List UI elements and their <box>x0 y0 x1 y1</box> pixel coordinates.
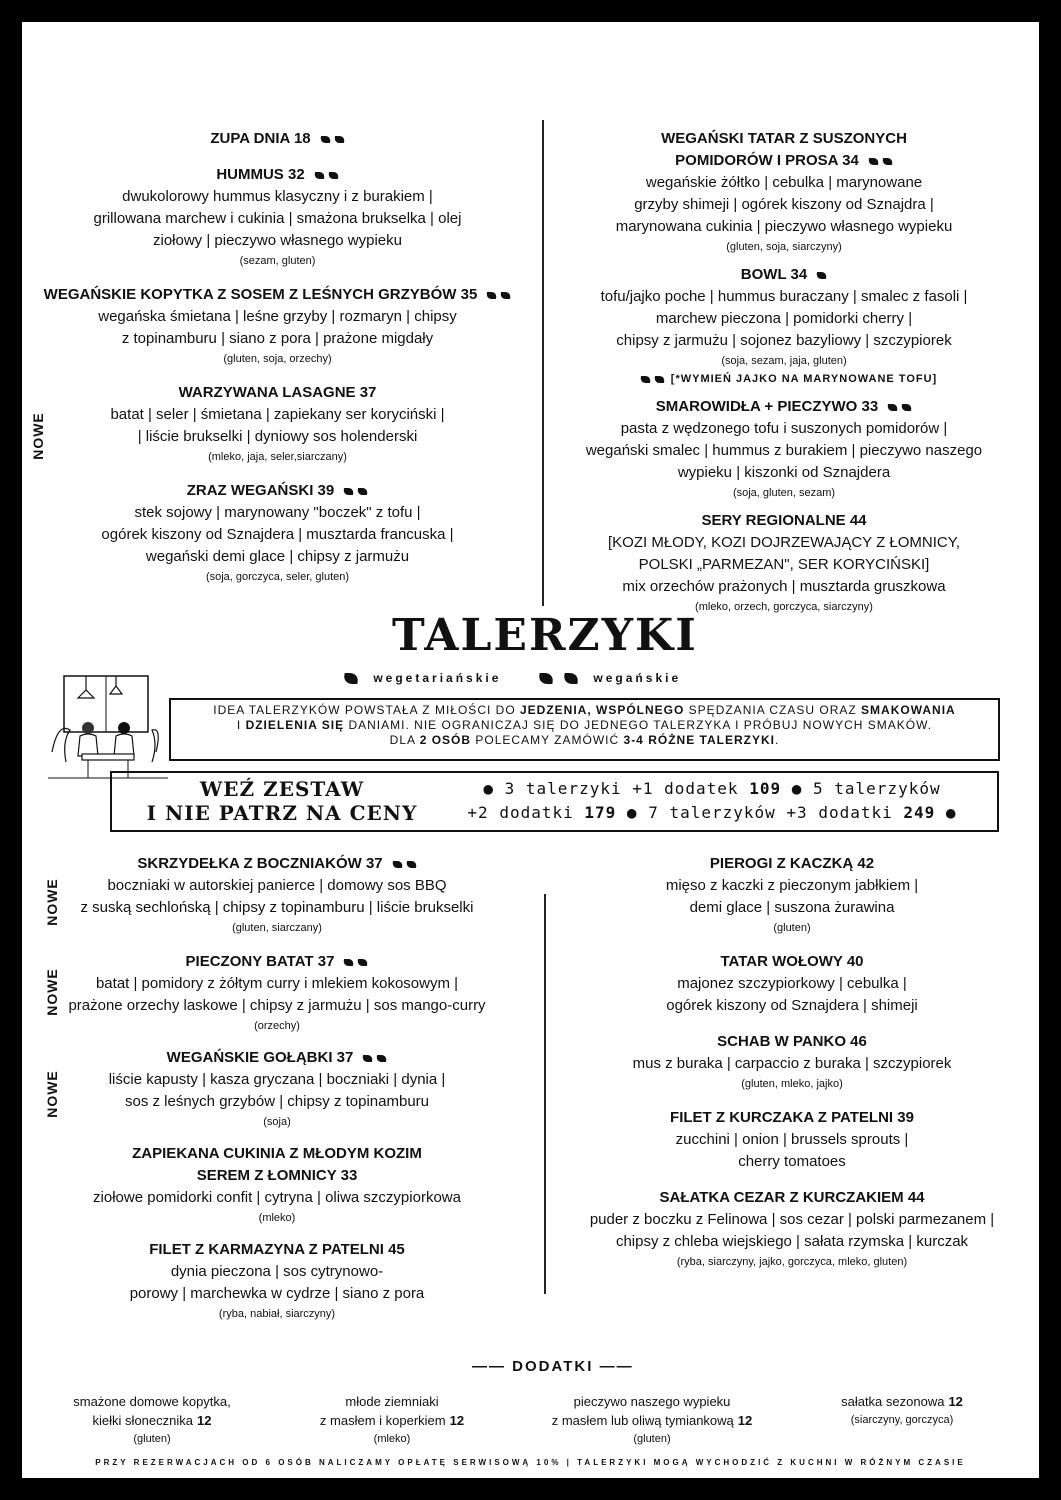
item-description: marynowana cukinia | pieczywo własnego wypieku <box>615 218 953 235</box>
item-description: mus z buraka | carpaccio z buraka | szczypiorek <box>632 1055 952 1072</box>
lower-right-column <box>562 853 1022 1271</box>
menu-item <box>40 164 515 270</box>
item-title <box>562 1031 1022 1053</box>
item-description: chipsy z jarmużu | sojonez bazyliowy | szczypiorek <box>616 332 952 349</box>
item-title-text: PIECZONY BATAT 37 <box>185 953 335 970</box>
item-description: grzyby shimeji | ogórek kiszony od Sznajdra | <box>634 196 934 213</box>
side-allergens: (siarczyny, gorczyca) <box>850 1414 954 1426</box>
item-title <box>562 951 1022 973</box>
item-description: wypieku | kiszonki od Sznajdera <box>677 464 891 481</box>
leaf-icon <box>499 292 512 299</box>
item-title-text: SCHAB W PANKO 46 <box>717 1033 867 1050</box>
item-title-text: SERY REGIONALNE 44 <box>701 512 867 529</box>
nowe-label-2: NOWE <box>43 878 60 926</box>
item-description: [KOZI MŁODY, KOZI DOJRZEWAJĄCY Z ŁOMNICY, <box>607 534 960 551</box>
menu-item <box>564 264 1004 388</box>
item-description: tofu/jajko poche | hummus buraczany | smalec z fasoli | <box>600 288 968 305</box>
item-title <box>57 1239 497 1261</box>
item-title <box>40 284 515 306</box>
set-offer-title-line-1: WEŹ ZESTAW <box>199 777 365 801</box>
side-line-1 <box>52 1392 252 1411</box>
item-description: wegańska śmietana | leśne grzyby | rozmaryn | chipsy <box>98 308 457 325</box>
menu-item <box>562 1031 1022 1093</box>
item-title <box>57 1143 497 1165</box>
item-allergens: (mleko, jaja, seler,siarczany) <box>208 451 347 463</box>
side-name-2: z masłem lub oliwą tymiankową <box>551 1413 734 1428</box>
leaf-icon <box>867 158 880 165</box>
item-description: marchew pieczona | pomidorki cherry | <box>655 310 913 327</box>
item-title-text: ZRAZ WEGAŃSKI 39 <box>186 482 335 499</box>
set-offer-line-1: ● 3 talerzyki +1 dodatek 109 ● 5 talerzyków <box>483 779 941 798</box>
side-item <box>532 1392 772 1449</box>
item-description: ziołowe pomidorki confit | cytryna | oliwa szczypiorkowa <box>93 1189 461 1206</box>
item-title-text: WEGAŃSKI TATAR Z SUSZONYCH <box>661 130 907 147</box>
leaf-icon <box>536 673 556 684</box>
side-item <box>292 1392 492 1449</box>
leaf-icon <box>361 1055 374 1062</box>
set-offer-line-2: +2 dodatki 179 ● 7 talerzyków +3 dodatki 249 ● <box>467 803 957 822</box>
item-description: chipsy z chleba wiejskiego | sałata rzymska | kurczak <box>615 1233 969 1250</box>
leaf-icon <box>356 959 369 966</box>
item-title <box>564 128 1004 150</box>
item-description: wegański smalec | hummus z burakiem | pieczywo naszego <box>585 442 983 459</box>
dining-illustration <box>48 672 168 782</box>
nowe-label-4: NOWE <box>43 1070 60 1118</box>
diet-leaves <box>311 164 339 186</box>
item-title <box>57 853 497 875</box>
item-allergens: (gluten) <box>773 922 811 934</box>
leaf-icon <box>561 673 581 684</box>
lower-divider <box>544 894 546 1294</box>
side-name: smażone domowe kopytka, <box>73 1394 231 1409</box>
side-price: 12 <box>948 1394 963 1409</box>
side-line-2 <box>52 1411 252 1430</box>
idea-line-3: DLA 2 OSÓB POLECAMY ZAMÓWIĆ 3-4 RÓŻNE TALERZYKI. <box>389 733 780 747</box>
leaf-icon <box>341 673 361 684</box>
item-description: wegański demi glace | chipsy z jarmużu <box>145 548 410 565</box>
item-description: wegańskie żółtko | cebulka | marynowane <box>645 174 923 191</box>
item-title <box>40 164 515 186</box>
item-description: z topinamburu | siano z pora | prażone migdały <box>121 330 434 347</box>
menu-item <box>57 951 497 1035</box>
sides-heading-rule-right: —— <box>599 1358 634 1375</box>
lower-left-column <box>57 853 497 1323</box>
item-allergens: (mleko, orzech, gorczyca, siarczyny) <box>695 601 873 613</box>
upper-divider <box>542 120 544 606</box>
item-title-text: SKRZYDEŁKA Z BOCZNIAKÓW 37 <box>137 855 383 872</box>
menu-item <box>562 1187 1022 1271</box>
item-allergens: (ryba, nabiał, siarczyny) <box>218 1308 336 1320</box>
item-allergens: (gluten, mleko, jajko) <box>741 1078 843 1090</box>
menu-page <box>22 22 1039 1478</box>
item-description: grillowana marchew i cukinia | smażona brukselka | olej <box>93 210 462 227</box>
item-allergens: (orzechy) <box>254 1020 300 1032</box>
leaf-icon <box>356 488 369 495</box>
item-description: zucchini | onion | brussels sprouts | <box>675 1131 909 1148</box>
diet-leaves <box>865 150 893 172</box>
side-line-2 <box>292 1411 492 1430</box>
leaf-icon <box>327 172 340 179</box>
item-description: POLSKI „PARMEZAN", SER KORYCIŃSKI] <box>638 556 930 573</box>
side-line-1 <box>532 1392 772 1411</box>
item-description: ogórek kiszony od Sznajdera | shimeji <box>666 997 918 1014</box>
leaf-icon <box>319 136 332 143</box>
sides-heading-text: DODATKI <box>512 1358 594 1375</box>
menu-item <box>40 284 515 368</box>
menu-item <box>40 480 515 586</box>
menu-item <box>40 128 515 150</box>
leaf-icon <box>375 1055 388 1062</box>
side-name: pieczywo naszego wypieku <box>573 1394 731 1409</box>
leaf-icon <box>391 861 404 868</box>
menu-item <box>564 396 1004 502</box>
side-allergens: (mleko) <box>373 1433 411 1445</box>
side-name-2: z masłem i koperkiem <box>319 1413 446 1428</box>
side-line-1 <box>292 1392 492 1411</box>
item-title <box>564 150 1004 172</box>
idea-line-1: IDEA TALERZYKÓW POWSTAŁA Z MIŁOŚCI DO JEDZENIA, WSPÓLNEGO SPĘDZANIA CZASU ORAZ SMAKOWANIA <box>213 703 956 717</box>
menu-item <box>40 382 515 466</box>
set-offer-title <box>132 777 432 825</box>
set-offer-box <box>110 771 999 832</box>
diet-leaves <box>317 128 345 150</box>
item-allergens: (sezam, gluten) <box>239 255 316 267</box>
item-title-text: FILET Z KARMAZYNA Z PATELNI 45 <box>149 1241 405 1258</box>
side-price: 12 <box>449 1413 465 1428</box>
item-title-text: HUMMUS 32 <box>216 166 305 183</box>
side-line-2 <box>532 1411 772 1430</box>
item-title <box>40 382 515 404</box>
item-description: dynia pieczona | sos cytrynowo- <box>170 1263 384 1280</box>
menu-item <box>564 128 1004 256</box>
item-title <box>57 951 497 973</box>
item-title <box>57 1047 497 1069</box>
item-title <box>564 396 1004 418</box>
menu-item <box>562 853 1022 937</box>
diet-leaves <box>483 284 511 306</box>
side-item <box>52 1392 252 1449</box>
item-description: z suską sechlońską | chipsy z topinamburu | liście brukselki <box>80 899 474 916</box>
item-allergens: (mleko) <box>258 1212 296 1224</box>
item-description: sos z leśnych grzybów | chipsy z topinamburu <box>124 1093 430 1110</box>
item-note <box>564 370 1004 388</box>
set-offer-prices <box>442 777 982 825</box>
item-title-text: WEGAŃSKIE KOPYTKA Z SOSEM Z LEŚNYCH GRZYBÓW 35 <box>43 286 478 303</box>
menu-item <box>57 853 497 937</box>
leaf-icon <box>313 172 326 179</box>
item-title-text: WARZYWANA LASAGNE 37 <box>178 384 377 401</box>
item-title-text: TATAR WOŁOWY 40 <box>720 953 864 970</box>
diet-legend <box>340 671 681 685</box>
item-title <box>562 1107 1022 1129</box>
item-title <box>562 1187 1022 1209</box>
diet-leaves <box>359 1047 387 1069</box>
leaf-icon <box>485 292 498 299</box>
leaf-icon <box>342 959 355 966</box>
item-description: batat | pomidory z żółtym curry i mlekiem kokosowym | <box>95 975 459 992</box>
leaf-icon <box>342 488 355 495</box>
item-title-text: SMAROWIDŁA + PIECZYWO 33 <box>655 398 879 415</box>
item-description: | liście brukselki | dyniowy sos holenderski <box>137 428 418 445</box>
item-title-text: SAŁATKA CEZAR Z KURCZAKIEM 44 <box>659 1189 925 1206</box>
item-title <box>57 1165 497 1187</box>
item-title <box>40 480 515 502</box>
menu-item <box>564 510 1004 616</box>
set-offer-title-line-2: I NIE PATRZ NA CENY <box>146 801 418 825</box>
item-allergens: (soja, gorczyca, seler, gluten) <box>205 571 350 583</box>
item-description: mix orzechów prażonych | musztarda gruszkowa <box>622 578 946 595</box>
item-allergens: (soja) <box>263 1116 291 1128</box>
item-title-text: ZUPA DNIA 18 <box>210 130 311 147</box>
item-description: cherry tomatoes <box>738 1153 846 1170</box>
side-line-1 <box>822 1392 982 1411</box>
leaf-icon <box>405 861 418 868</box>
item-title-text: FILET Z KURCZAKA Z PATELNI 39 <box>670 1109 914 1126</box>
side-name: młode ziemniaki <box>345 1394 439 1409</box>
footer-note: PRZY REZERWACJACH OD 6 OSÓB NALICZAMY OPŁATĘ SERWISOWĄ 10% | TALERZYKI MOGĄ WYCHODZIĆ Z KUCHNI W RÓŻNYM CZASIE <box>95 1458 966 1467</box>
side-name: sałatka sezonowa <box>841 1394 945 1409</box>
item-title-text: BOWL 34 <box>740 266 808 283</box>
diet-leaves <box>637 370 665 388</box>
item-title-text: WEGAŃSKIE GOŁĄBKI 37 <box>166 1049 354 1066</box>
item-allergens: (gluten, siarczany) <box>232 922 322 934</box>
item-description: prażone orzechy laskowe | chipsy z jarmużu | sos mango-curry <box>68 997 486 1014</box>
diet-leaves <box>813 264 827 286</box>
item-allergens: (soja, sezam, jaja, gluten) <box>721 355 847 367</box>
diet-leaves <box>884 396 912 418</box>
diet-leaves <box>340 951 368 973</box>
leaf-icon <box>815 272 828 279</box>
item-description: stek sojowy | marynowany "boczek" z tofu | <box>134 504 421 521</box>
leaf-icon <box>639 376 652 383</box>
item-title-text: PIEROGI Z KACZKĄ 42 <box>709 855 875 872</box>
item-description: demi glace | suszona żurawina <box>689 899 895 916</box>
item-note-text: [*WYMIEŃ JAJKO NA MARYNOWANE TOFU] <box>670 373 938 385</box>
leaf-icon <box>886 404 899 411</box>
item-title-text: ZAPIEKANA CUKINIA Z MŁODYM KOZIM <box>132 1145 422 1162</box>
item-allergens: (ryba, siarczyny, jajko, gorczyca, mleko, gluten) <box>676 1256 908 1268</box>
side-price: 12 <box>737 1413 753 1428</box>
item-description: puder z boczku z Felinowa | sos cezar | polski parmezanem | <box>589 1211 995 1228</box>
upper-left-column <box>40 128 515 586</box>
menu-item <box>57 1143 497 1227</box>
menu-item <box>562 1107 1022 1173</box>
item-description: batat | seler | śmietana | zapiekany ser koryciński | <box>110 406 445 423</box>
legend-vegetarian: wegetariańskie <box>373 671 502 685</box>
idea-box <box>169 698 1000 761</box>
side-item <box>822 1392 982 1430</box>
item-description: pasta z wędzonego tofu i suszonych pomidorów | <box>620 420 948 437</box>
menu-item <box>57 1047 497 1131</box>
item-title <box>564 510 1004 532</box>
section-heading: TALERZYKI <box>392 610 698 661</box>
idea-line-2: I DZIELENIA SIĘ DANIAMI. NIE OGRANICZAJ SIĘ DO JEDNEGO TALERZYKA I PRÓBUJ NOWYCH SMAKÓW. <box>236 718 933 732</box>
nowe-label: NOWE <box>29 412 46 460</box>
item-description: porowy | marchewka w cydrze | siano z pora <box>129 1285 425 1302</box>
leaf-icon <box>881 158 894 165</box>
side-price: 12 <box>196 1413 212 1428</box>
item-description: ziołowy | pieczywo własnego wypieku <box>152 232 402 249</box>
menu-item <box>57 1239 497 1323</box>
item-description: mięso z kaczki z pieczonym jabłkiem | <box>665 877 919 894</box>
leaf-icon <box>333 136 346 143</box>
side-allergens: (gluten) <box>133 1433 171 1445</box>
nowe-label-3: NOWE <box>43 968 60 1016</box>
sides-heading <box>472 1358 634 1375</box>
item-description: boczniaki w autorskiej panierce | domowy sos BBQ <box>107 877 447 894</box>
sides-heading-rule-left: —— <box>472 1358 506 1375</box>
legend-vegan: wegańskie <box>593 671 682 685</box>
item-allergens: (gluten, soja, siarczyny) <box>726 241 842 253</box>
item-title-text: SEREM Z ŁOMNICY 33 <box>196 1167 358 1184</box>
menu-item <box>562 951 1022 1017</box>
item-title <box>562 853 1022 875</box>
leaf-icon <box>900 404 913 411</box>
upper-right-column <box>564 128 1004 616</box>
item-description: liście kapusty | kasza gryczana | boczniaki | dynia | <box>108 1071 446 1088</box>
item-description: ogórek kiszony od Sznajdera | musztarda francuska | <box>101 526 454 543</box>
leaf-icon <box>653 376 666 383</box>
item-allergens: (gluten, soja, orzechy) <box>223 353 332 365</box>
side-allergens: (gluten) <box>633 1433 671 1445</box>
item-description: dwukolorowy hummus klasyczny i z burakiem | <box>122 188 433 205</box>
item-title-text: POMIDORÓW I PROSA 34 <box>675 152 859 169</box>
diet-leaves <box>340 480 368 502</box>
item-description: majonez szczypiorkowy | cebulka | <box>677 975 907 992</box>
item-title <box>564 264 1004 286</box>
side-name-2: kiełki słonecznika <box>92 1413 193 1428</box>
item-title <box>40 128 515 150</box>
item-allergens: (soja, gluten, sezam) <box>732 487 836 499</box>
diet-leaves <box>389 853 417 875</box>
